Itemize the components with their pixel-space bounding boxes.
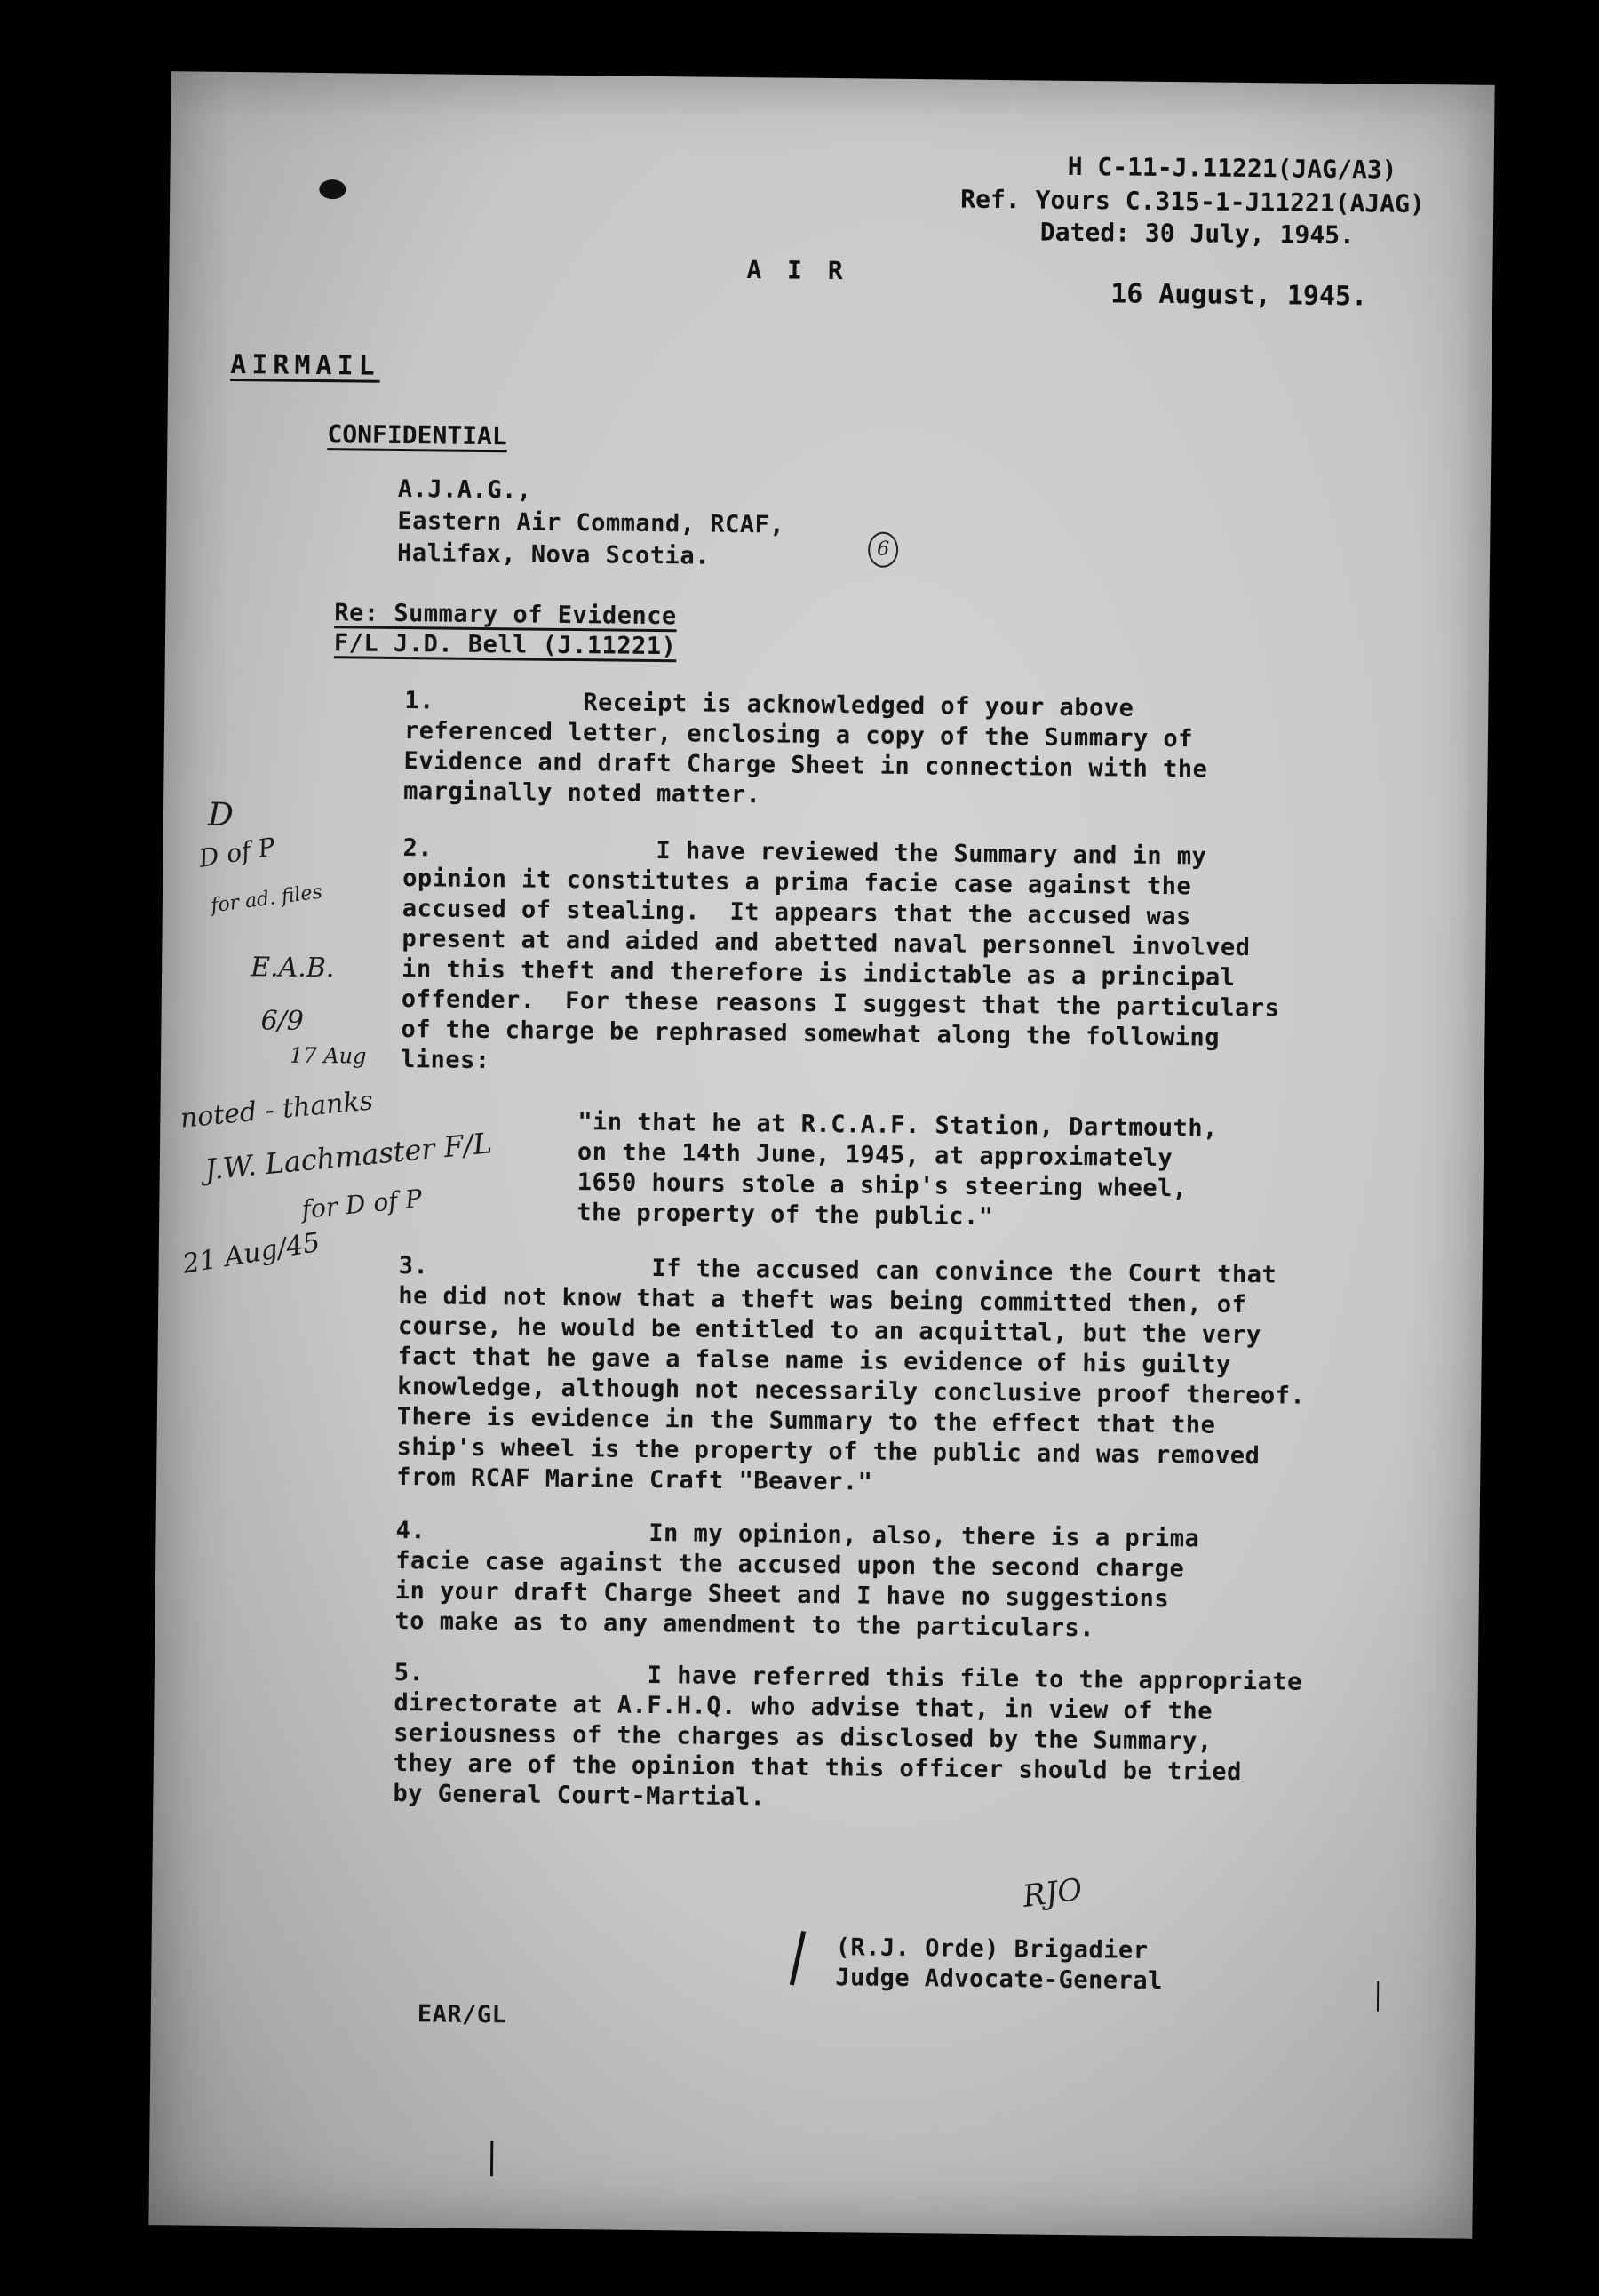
- paragraph-line: by General Court-Martial.: [393, 1779, 766, 1812]
- paragraph-line: to make as to any amendment to the particulars.: [394, 1606, 1095, 1643]
- paragraph-line: seriousness of the charges as disclosed by the Summary,: [393, 1718, 1213, 1756]
- paragraph-line: from RCAF Marine Craft "Beaver.": [396, 1463, 873, 1496]
- signature-initials: RJO: [1021, 1871, 1085, 1915]
- signature-stroke: [790, 1931, 806, 1986]
- margin-note: for D of P: [300, 1184, 424, 1224]
- paragraph-line: referenced letter, enclosing a copy of the Summary of: [403, 717, 1194, 753]
- margin-note: D: [207, 796, 235, 834]
- paragraph-line: directorate at A.F.H.Q. who advise that, in view of the: [394, 1688, 1213, 1726]
- margin-note: J.W. Lachmaster F/L: [203, 1126, 494, 1187]
- margin-note: for ad. files: [209, 881, 324, 918]
- paragraph-line: facie case against the accused upon the second charge: [395, 1547, 1185, 1583]
- paragraph-line: he did not know that a theft was being committed then, of: [398, 1282, 1247, 1319]
- paragraph-line: fact that he gave a false name is evidence of his guilty: [397, 1343, 1232, 1379]
- margin-note: 17 Aug: [289, 1042, 367, 1069]
- paragraph-line: Evidence and draft Charge Sheet in connection with the: [403, 747, 1208, 784]
- paragraph-line: present at and aided and abetted naval personnel involved: [402, 925, 1251, 962]
- address-line: A.J.A.G.,: [397, 474, 532, 505]
- address-line: Halifax, Nova Scotia.: [396, 538, 711, 570]
- paragraph-line: course, he would be entitled to an acquittal, but the very: [397, 1312, 1261, 1350]
- paragraph-line: 4. In my opinion, also, there is a prima: [395, 1517, 1200, 1553]
- paragraph-line: marginally noted matter.: [403, 777, 761, 809]
- paragraph-line: ship's wheel is the property of the public and was removed: [396, 1433, 1261, 1471]
- scan-mark: [1377, 1981, 1379, 2012]
- paragraph-line: lines:: [400, 1046, 490, 1075]
- margin-note: noted - thanks: [179, 1085, 375, 1135]
- scan-mark: [490, 2141, 493, 2176]
- paragraph-line: of the charge be rephrased somewhat along the following: [401, 1016, 1221, 1052]
- paragraph-line: accused of stealing. It appears that the accused was: [402, 895, 1192, 931]
- signatory-title: Judge Advocate-General: [835, 1964, 1164, 1996]
- margin-note: D of P: [196, 832, 277, 873]
- reference-initials: EAR/GL: [417, 2000, 507, 2029]
- air-mark: A I R: [746, 255, 848, 286]
- punch-hole: [319, 179, 346, 199]
- file-reference: H C-11-J.11221(JAG/A3): [1067, 151, 1397, 185]
- signatory-name: (R.J. Orde) Brigadier: [835, 1933, 1149, 1965]
- paragraph-line: 2. I have reviewed the Summary and in my: [402, 834, 1207, 871]
- paragraph-line: opinion it constitutes a prima facie case against the: [402, 865, 1192, 901]
- confidential-label: CONFIDENTIAL: [327, 419, 507, 451]
- paragraph-line: There is evidence in the Summary to the effect that the: [396, 1403, 1216, 1439]
- quote-line: "in that he at R.C.A.F. Station, Dartmouth,: [577, 1108, 1218, 1143]
- paragraph-line: 5. I have referred this file to the appropriate: [394, 1658, 1303, 1696]
- quote-line: the property of the public.": [577, 1199, 994, 1232]
- address-line: Eastern Air Command, RCAF,: [397, 506, 785, 539]
- margin-note: 6/9: [260, 1005, 305, 1037]
- paragraph-line: 1. Receipt is acknowledged of your above: [404, 687, 1134, 722]
- subject-officer: F/L J.D. Bell (J.11221): [333, 629, 677, 661]
- paragraph-line: they are of the opinion that this officer should be tried: [393, 1749, 1242, 1786]
- paragraph-line: in your draft Charge Sheet and I have no suggestions: [394, 1576, 1170, 1614]
- subject-line: Re: Summary of Evidence: [334, 599, 677, 631]
- quote-line: on the 14th June, 1945, at approximately: [577, 1138, 1173, 1173]
- your-reference: Ref. Yours C.315-1-J11221(AJAG): [960, 184, 1426, 219]
- airmail-label: AIRMAIL: [230, 348, 380, 382]
- circled-number: 6: [868, 532, 898, 568]
- margin-note: E.A.B.: [250, 952, 335, 985]
- quote-line: 1650 hours stole a ship's steering wheel,: [577, 1168, 1188, 1203]
- margin-note: 21 Aug/45: [179, 1226, 322, 1280]
- reference-dated: Dated: 30 July, 1945.: [1039, 217, 1356, 251]
- paragraph-line: knowledge, although not necessarily conclusive proof thereof.: [397, 1373, 1306, 1410]
- letter-date: 16 August, 1945.: [1110, 278, 1368, 313]
- paragraph-line: in this theft and therefore is indictable as a principal: [402, 955, 1236, 992]
- document-sheet: [148, 71, 1494, 2238]
- paragraph-line: offender. For these reasons I suggest that the particulars: [401, 985, 1280, 1023]
- paragraph-line: 3. If the accused can convince the Court that: [398, 1252, 1277, 1289]
